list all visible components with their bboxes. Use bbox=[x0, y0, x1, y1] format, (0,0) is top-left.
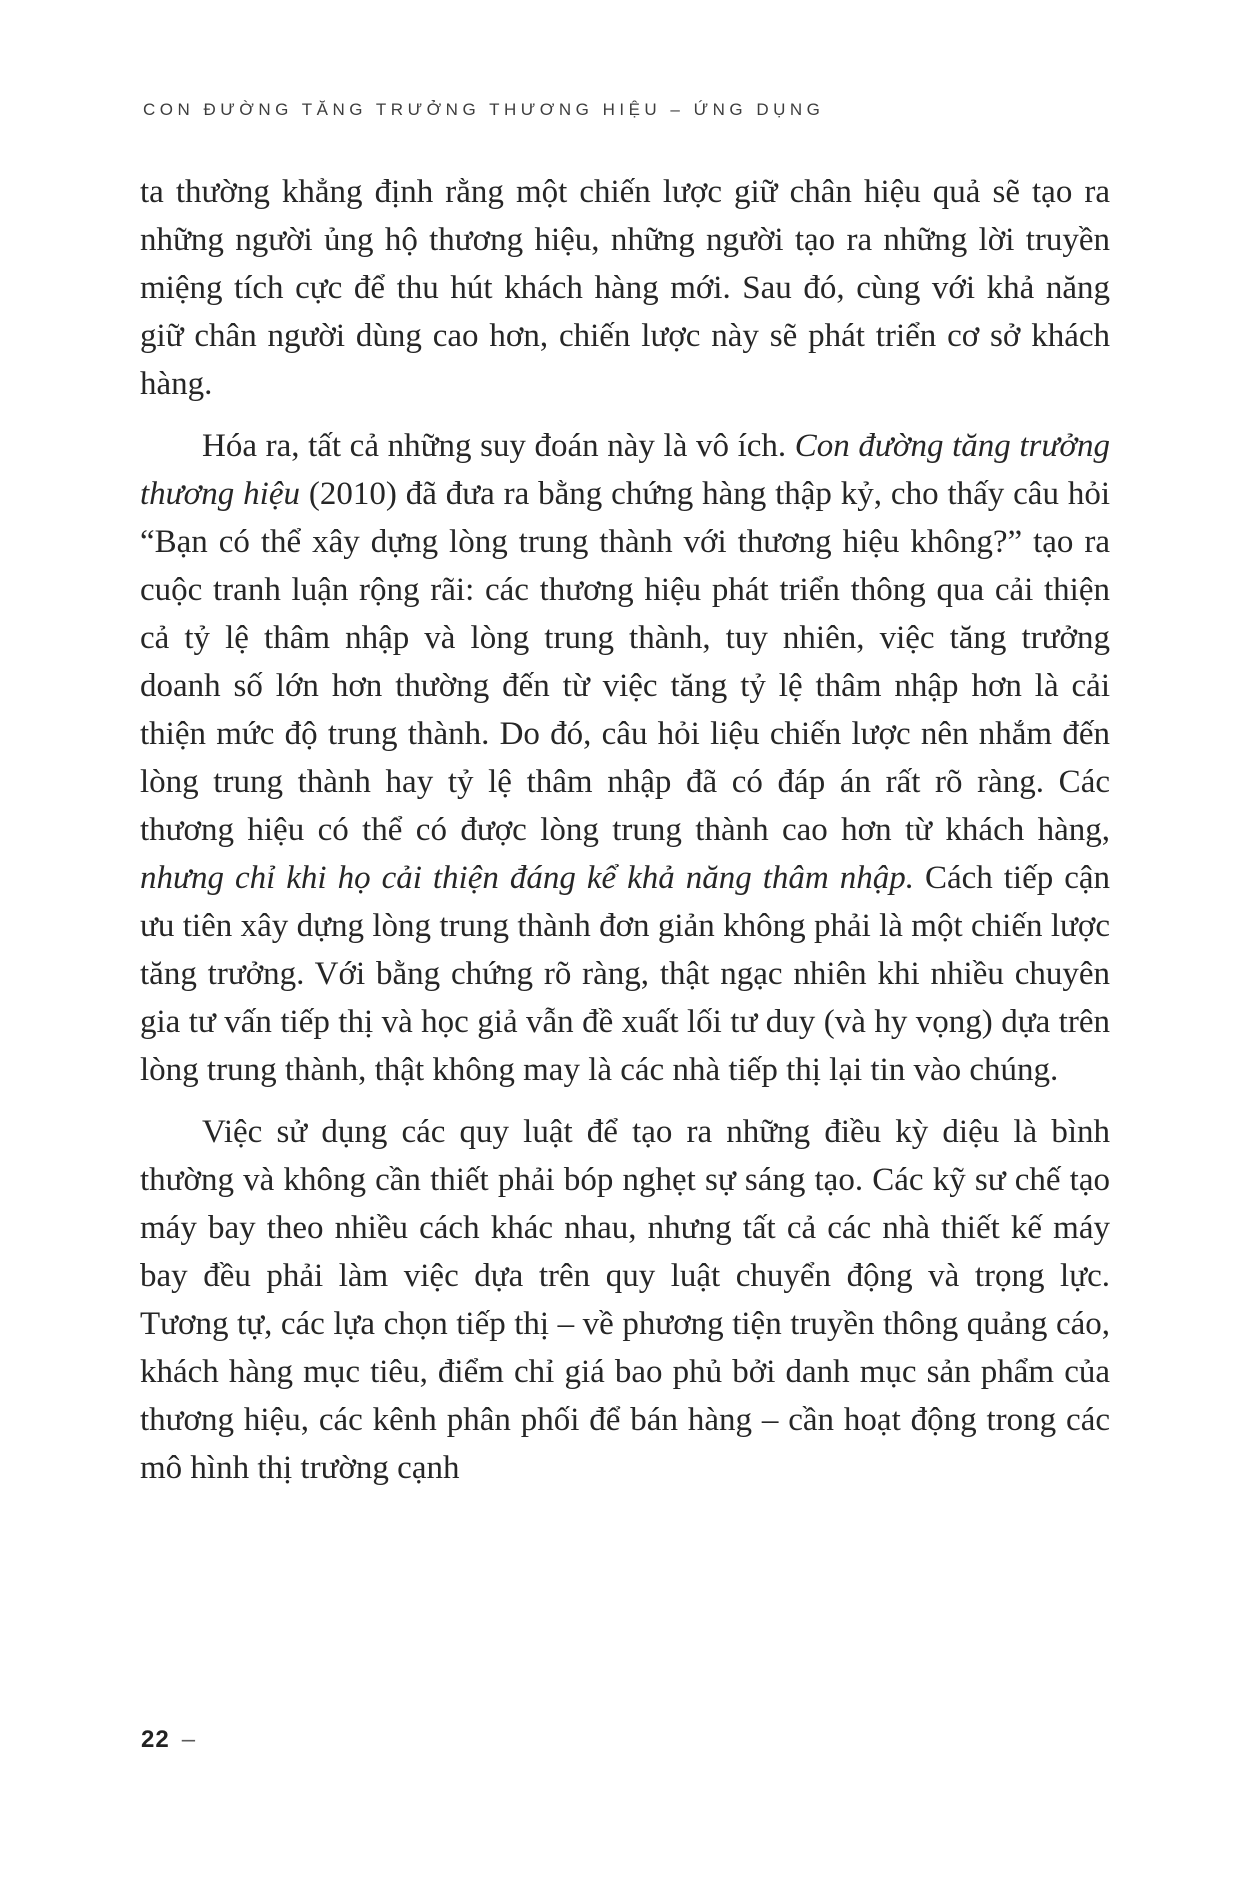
body-text bbox=[140, 168, 1110, 1506]
text-run: Việc sử dụng các quy luật để tạo ra những điều kỳ diệu là bình thường và không cần thiết phải bóp nghẹt sự sáng tạo. Các kỹ sư chế tạo máy bay theo nhiều cách khác nhau, nhưng tất cả các nhà thiết kế máy bay đều phải làm việc dựa trên quy luật chuyển động và trọng lực. Tương tự, các lựa chọn tiếp thị – về phương tiện truyền thông quảng cáo, khách hàng mục tiêu, điểm chỉ giá bao phủ bởi danh mục sản phẩm của thương hiệu, các kênh phân phối để bán hàng – cần hoạt động trong các mô hình thị trường cạnh bbox=[140, 1114, 1110, 1486]
page-footer bbox=[141, 1726, 195, 1754]
text-run: Cách tiếp cận ưu tiên xây dựng lòng trung thành đơn giản không phải là một chiến lược tăng trưởng. Với bằng chứng rõ ràng, thật ngạc nhiên khi nhiều chuyên gia tư vấn tiếp thị và học giả vẫn đề xuất lối tư duy (và hy vọng) dựa trên lòng trung thành, thật không may là các nhà tiếp thị lại tin vào chúng. bbox=[140, 860, 1110, 1088]
paragraph bbox=[140, 1108, 1110, 1492]
text-run: nhưng chỉ khi họ cải thiện đáng kể khả năng thâm nhập. bbox=[140, 860, 914, 896]
paragraph bbox=[140, 422, 1110, 1094]
text-run: Con đường tăng trưởng thương hiệu bbox=[140, 428, 1110, 512]
text-run: ta thường khẳng định rằng một chiến lược giữ chân hiệu quả sẽ tạo ra những người ủng hộ thương hiệu, những người tạo ra những lời truyền miệng tích cực để thu hút khách hàng mới. Sau đó, cùng với khả năng giữ chân người dùng cao hơn, chiến lược này sẽ phát triển cơ sở khách hàng. bbox=[140, 174, 1110, 402]
text-run: Hóa ra, tất cả những suy đoán này là vô ích. bbox=[202, 428, 795, 464]
running-header: CON ĐƯỜNG TĂNG TRƯỞNG THƯƠNG HIỆU – ỨNG DỤNG bbox=[143, 100, 825, 119]
footer-dash: – bbox=[181, 1726, 196, 1753]
page-number: 22 bbox=[141, 1726, 170, 1753]
paragraph bbox=[140, 168, 1110, 408]
text-run: (2010) đã đưa ra bằng chứng hàng thập kỷ, cho thấy câu hỏi “Bạn có thể xây dựng lòng trung thành với thương hiệu không?” tạo ra cuộc tranh luận rộng rãi: các thương hiệu phát triển thông qua cải thiện cả tỷ lệ thâm nhập và lòng trung thành, tuy nhiên, việc tăng trưởng doanh số lớn hơn thường đến từ việc tăng tỷ lệ thâm nhập hơn là cải thiện mức độ trung thành. Do đó, câu hỏi liệu chiến lược nên nhắm đến lòng trung thành hay tỷ lệ thâm nhập đã có đáp án rất rõ ràng. Các thương hiệu có thể có được lòng trung thành cao hơn từ khách hàng, bbox=[140, 476, 1110, 848]
